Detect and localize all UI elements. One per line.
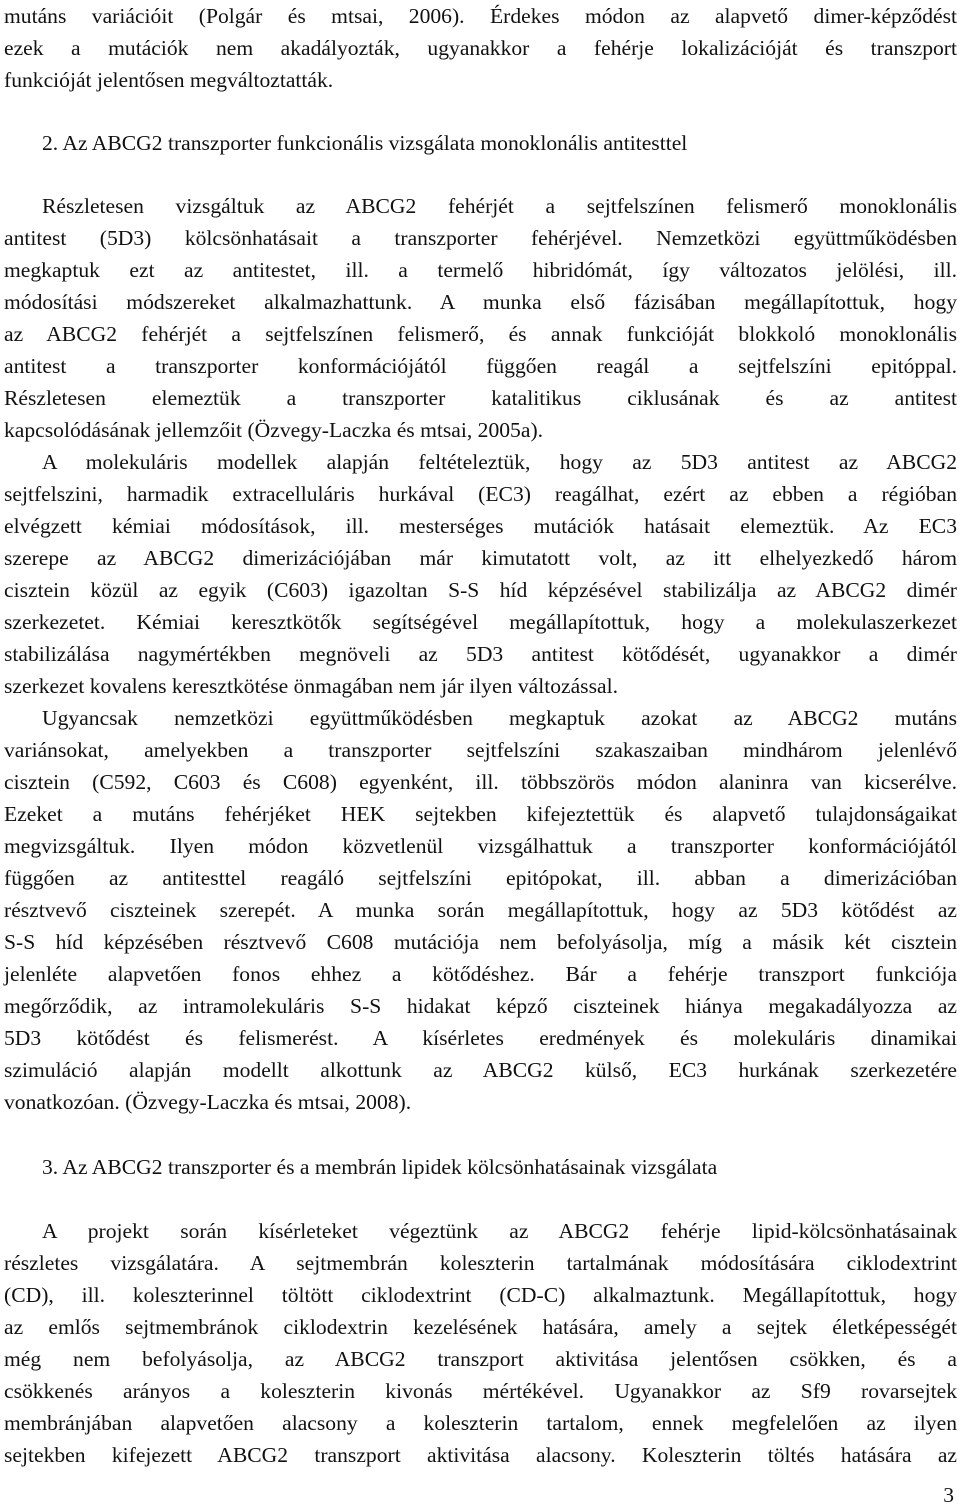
text-line: sejtfelszini, harmadik extracelluláris hurkával (EC3) reagálhat, ezért az ebben a régióban: [4, 482, 957, 506]
text-line: S-S híd képzésében résztvevő C608 mutációja nem befolyásolja, míg a másik két cisztein: [4, 930, 957, 954]
text-line: módosítási módszereket alkalmazhattunk. A munka első fázisában megállapítottuk, hogy: [4, 290, 957, 314]
section-heading-3: 3. Az ABCG2 transzporter és a membrán lipidek kölcsönhatásainak vizsgálata: [42, 1155, 718, 1179]
text-line: Ezeket a mutáns fehérjéket HEK sejtekben kifejeztettük és alapvető tulajdonságaikat: [4, 802, 957, 826]
text-line: funkcióját jelentősen megváltoztatták.: [4, 68, 334, 92]
text-line: szimuláció alapján modellt alkottunk az ABCG2 külső, EC3 hurkának szerkezetére: [4, 1058, 957, 1082]
text-line: antitest (5D3) kölcsönhatásait a transzporter fehérjével. Nemzetközi együttműködésben: [4, 226, 957, 250]
text-line: még nem befolyásolja, az ABCG2 transzport aktivitása jelentősen csökken, és a: [4, 1347, 957, 1371]
text-line: megkaptuk ezt az antitestet, ill. a termelő hibridómát, így változatos jelölési, ill.: [4, 258, 957, 282]
text-line: A molekuláris modellek alapján feltételeztük, hogy az 5D3 antitest az ABCG2: [42, 450, 957, 474]
text-line: megvizsgáltuk. Ilyen módon közvetlenül vizsgálhattuk a transzporter konformációjától: [4, 834, 957, 858]
text-line: résztvevő ciszteinek szerepét. A munka során megállapítottuk, hogy az 5D3 kötődést az: [4, 898, 957, 922]
text-line: membránjában alapvetően alacsony a koleszterin tartalom, ennek megfelelően az ilyen: [4, 1411, 957, 1435]
text-line: mutáns variációit (Polgár és mtsai, 2006). Érdekes módon az alapvető dimer-képződést: [4, 4, 957, 28]
text-line: részletes vizsgálatára. A sejtmembrán koleszterin tartalmának módosítására ciklodextrint: [4, 1251, 957, 1275]
text-line: elvégzett kémiai módosítások, ill. mesterséges mutációk hatásait elemeztük. Az EC3: [4, 514, 957, 538]
page-number: 3: [943, 1483, 954, 1507]
text-line: szerepe az ABCG2 dimerizációjában már kimutatott volt, az itt elhelyezkedő három: [4, 546, 957, 570]
text-line: (CD), ill. koleszterinnel töltött ciklodextrint (CD-C) alkalmaztunk. Megállapítottuk, hogy: [4, 1283, 957, 1307]
text-line: vonatkozóan. (Özvegy-Laczka és mtsai, 2008).: [4, 1090, 412, 1114]
text-line: A projekt során kísérleteket végeztünk az ABCG2 fehérje lipid-kölcsönhatásainak: [42, 1219, 957, 1243]
text-line: az emlős sejtmembránok ciklodextrin kezelésének hatására, amely a sejtek életképességét: [4, 1315, 957, 1339]
text-line: szerkezetet. Kémiai keresztkötők segítségével megállapítottuk, hogy a molekulaszerkezet: [4, 610, 957, 634]
text-line: függően az antitesttel reagáló sejtfelszíni epitópokat, ill. abban a dimerizációban: [4, 866, 957, 890]
text-line: antitest a transzporter konformációjától függően reagál a sejtfelszíni epitóppal.: [4, 354, 957, 378]
text-line: Ugyancsak nemzetközi együttműködésben megkaptuk azokat az ABCG2 mutáns: [42, 706, 957, 730]
text-line: cisztein (C592, C603 és C608) egyenként, ill. többszörös módon alaninra van kicserélve.: [4, 770, 957, 794]
text-line: szerkezet kovalens keresztkötése önmagában nem jár ilyen változással.: [4, 674, 618, 698]
text-line: cisztein közül az egyik (C603) igazoltan S-S híd képzésével stabilizálja az ABCG2 dimér: [4, 578, 957, 602]
text-line: Részletesen vizsgáltuk az ABCG2 fehérjét a sejtfelszínen felismerő monoklonális: [42, 194, 957, 218]
text-line: megőrződik, az intramolekuláris S-S hidakat képző ciszteinek hiánya megakadályozza az: [4, 994, 957, 1018]
text-line: ezek a mutációk nem akadályozták, ugyanakkor a fehérje lokalizációját és transzport: [4, 36, 957, 60]
text-line: stabilizálása nagymértékben megnöveli az 5D3 antitest kötődését, ugyanakkor a dimér: [4, 642, 957, 666]
text-line: 5D3 kötődést és felismerést. A kísérletes eredmények és molekuláris dinamikai: [4, 1026, 957, 1050]
text-line: csökkenés arányos a koleszterin kivonás mértékével. Ugyanakkor az Sf9 rovarsejtek: [4, 1379, 957, 1403]
text-line: kapcsolódásának jellemzőit (Özvegy-Laczka és mtsai, 2005a).: [4, 418, 544, 442]
text-line: sejtekben kifejezett ABCG2 transzport aktivitása alacsony. Koleszterin töltés hatására az: [4, 1443, 957, 1467]
section-heading-2: 2. Az ABCG2 transzporter funkcionális vizsgálata monoklonális antitesttel: [42, 131, 688, 155]
text-line: az ABCG2 fehérjét a sejtfelszínen felismerő, és annak funkcióját blokkoló monoklonális: [4, 322, 957, 346]
text-line: jelenléte alapvetően fonos ehhez a kötődéshez. Bár a fehérje transzport funkciója: [4, 962, 957, 986]
text-line: variánsokat, amelyekben a transzporter sejtfelszíni szakaszaiban mindhárom jelenlévő: [4, 738, 957, 762]
text-line: Részletesen elemeztük a transzporter katalitikus ciklusának és az antitest: [4, 386, 957, 410]
